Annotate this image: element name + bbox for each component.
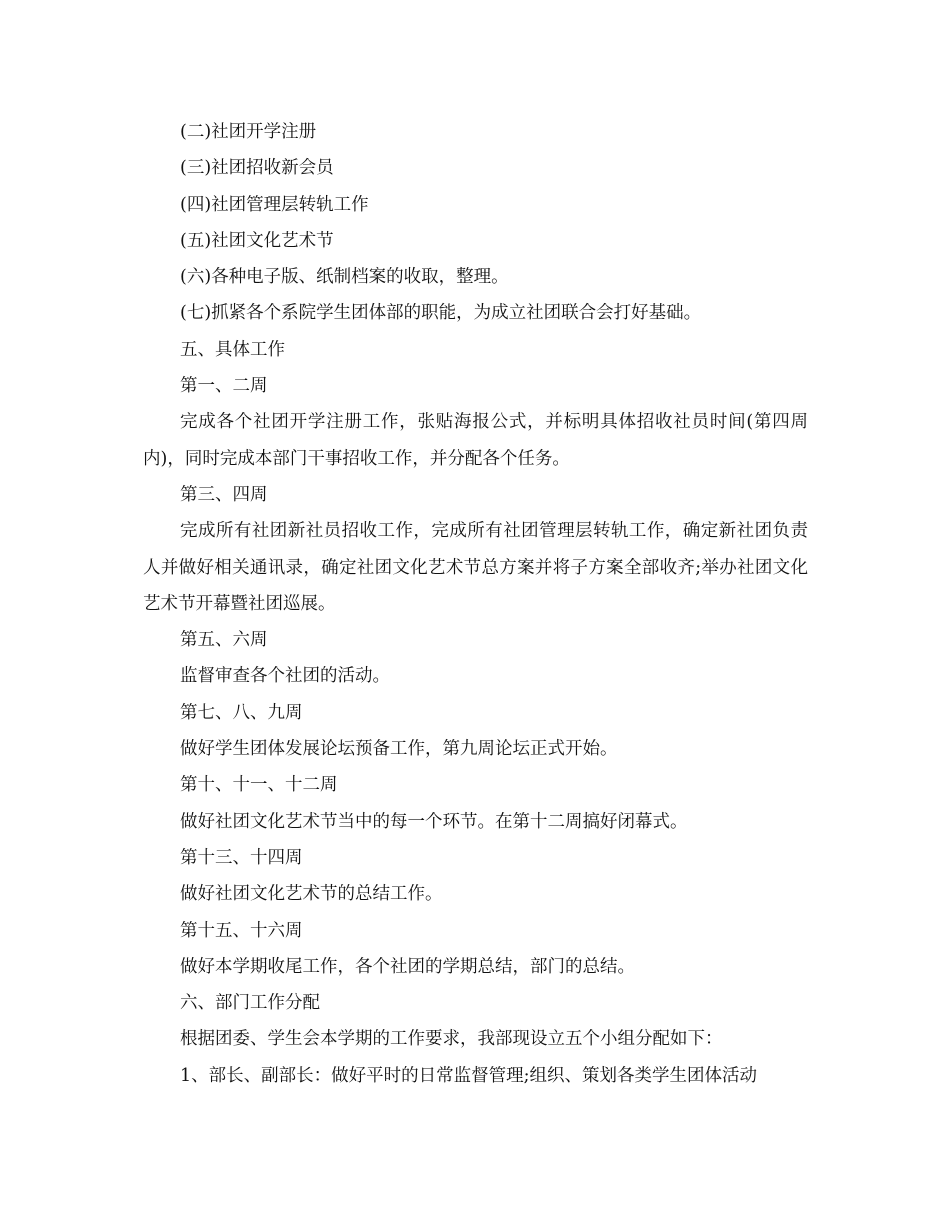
list-item-archives: (六)各种电子版、纸制档案的收取，整理。 <box>180 267 509 288</box>
week-description: 完成各个社团开学注册工作，张贴海报公式，并标明具体招收社员时间(第四周内)，同时完成本部门干事招收工作，并分配各个任务。 <box>143 412 808 469</box>
list-item-registration: (二)社团开学注册 <box>180 122 317 142</box>
week-description: 做好学生团体发展论坛预备工作，第九周论坛正式开始。 <box>180 739 618 760</box>
week-heading: 第一、二周 <box>180 376 268 397</box>
week-heading: 第十五、十六周 <box>180 920 303 941</box>
list-item-recruit-members: (三)社团招收新会员 <box>180 158 334 179</box>
week-description: 完成所有社团新社员招收工作，完成所有社团管理层转轨工作，确定新社团负责人并做好相关通讯录，确定社团文化艺术节总方案并将子方案全部收齐;举办社团文化艺术节开幕暨社团巡展。 <box>143 521 808 614</box>
week-description: 做好社团文化艺术节当中的每一个环节。在第十二周搞好闭幕式。 <box>180 811 688 832</box>
week-heading: 第十、十一、十二周 <box>180 775 338 796</box>
week-description: 做好社团文化艺术节的总结工作。 <box>180 884 443 905</box>
week-heading: 第三、四周 <box>180 484 268 505</box>
week-heading: 第十三、十四周 <box>180 847 303 868</box>
week-description: 监督审查各个社团的活动。 <box>180 666 390 687</box>
list-item-management-transition: (四)社团管理层转轨工作 <box>180 194 369 215</box>
section-heading-specific-work: 五、具体工作 <box>180 339 285 360</box>
week-heading: 第七、八、九周 <box>180 702 303 723</box>
section-heading-work-allocation: 六、部门工作分配 <box>180 993 320 1014</box>
document-body <box>143 114 808 1094</box>
allocation-item: 1、部长、副部长：做好平时的日常监督管理;组织、策划各类学生团体活动 <box>180 1065 758 1086</box>
list-item-federation: (七)抓紧各个系院学生团体部的职能，为成立社团联合会打好基础。 <box>180 303 702 324</box>
week-heading: 第五、六周 <box>180 630 268 651</box>
week-description: 做好本学期收尾工作，各个社团的学期总结，部门的总结。 <box>180 956 635 977</box>
allocation-intro: 根据团委、学生会本学期的工作要求，我部现设立五个小组分配如下： <box>180 1029 723 1050</box>
list-item-culture-festival: (五)社团文化艺术节 <box>180 230 334 251</box>
